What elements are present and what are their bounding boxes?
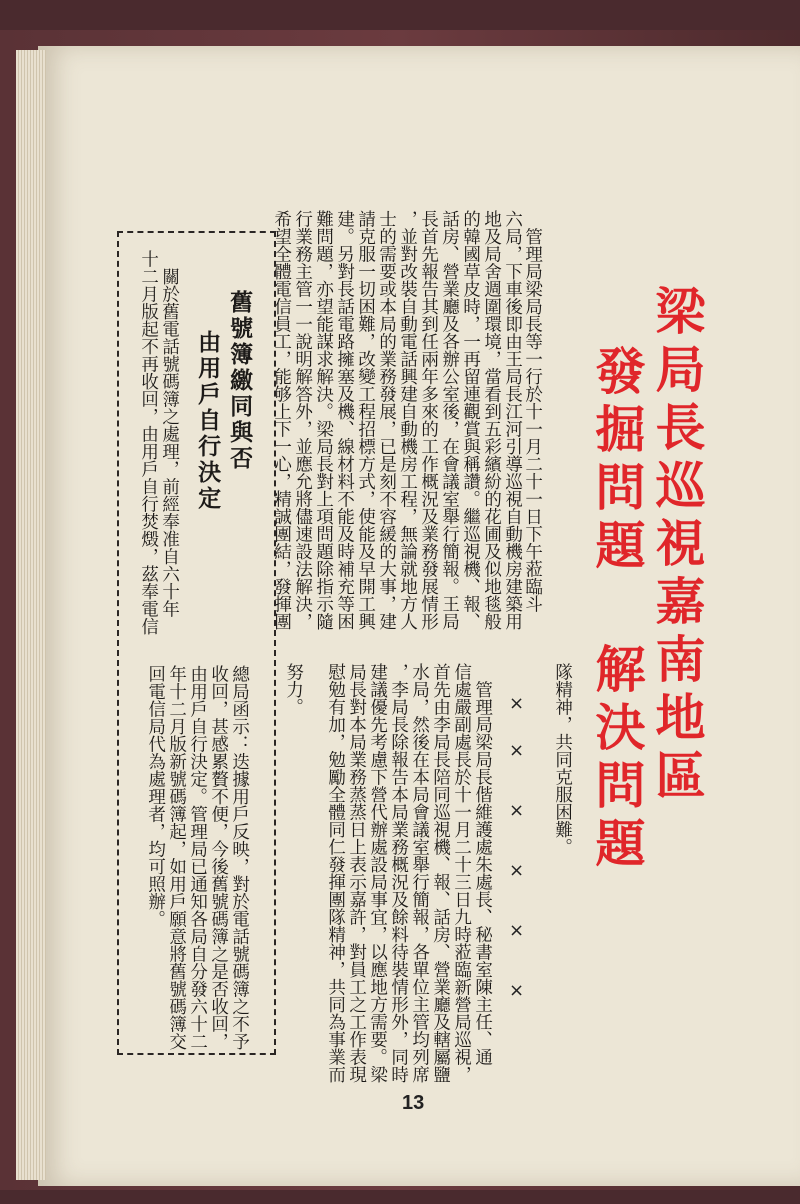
article-1-col: 的韓國草皮時，一再留連觀賞與稱讚。繼巡視機、報、 xyxy=(460,210,481,630)
notice-col: 關於舊電話號碼簿之處理，前經奉准自六十年 xyxy=(159,250,180,618)
article-1-col: 建。另對長話電路擁塞及機、線材料不能及時補充等困 xyxy=(334,210,355,630)
separator-mark: × xyxy=(509,980,525,1001)
notice-col: 由用戶自行決定。管理局已通知各局自分發六十二 xyxy=(187,665,208,1050)
article-1-col: 難問題，亦望能謀求解決。梁局長對上項問題除指示隨 xyxy=(313,210,334,630)
page-edges xyxy=(16,50,46,1180)
notice-col: 年十二月版新號碼簿起，如用戶願意將舊號碼簿交 xyxy=(166,665,187,1050)
notice-col: 回電信局代為處理者，均可照辦。 xyxy=(145,665,166,928)
separator-mark: × xyxy=(509,800,525,821)
article-1-col: 話房、營業廳及各辦公室後，在會議室舉行簡報。王局 xyxy=(439,210,460,630)
article-1-col: 管理局梁局長等一行於十一月二十一日下午蒞臨斗 xyxy=(522,210,543,613)
article-1-col: 長首先報告其到任兩年多來的工作概況及業務發展情形 xyxy=(418,210,439,630)
article-1-col: 行業務主管一一說明解答外，並應允將儘速設法解決， xyxy=(292,210,313,630)
article-2-col: 慰勉有加，勉勵全體同仁發揮團隊精神，共同為事業而 xyxy=(325,663,346,1083)
article-1-continuation: 隊精神，共同克服困難。 xyxy=(552,663,573,856)
article-1-col: 地及局舍週圍環境，當看到五彩繽紛的花圃及似地毯般 xyxy=(481,210,502,630)
article-2-col: ，李局長除報告本局業務概況及餘料待裝情形外，同時 xyxy=(388,663,409,1083)
article-1-col: 六局，下車後即由王局長江河引導巡視自動機房建築用 xyxy=(502,210,523,630)
article-2-col: 局長對本局業務蒸蒸日上表示嘉許，對員工之工作表現 xyxy=(346,663,367,1083)
notice-col: 十二月版起不再收回，由用戶自行焚燬，茲奉電信 xyxy=(138,250,159,635)
article-2-col: 努力。 xyxy=(283,663,304,716)
notice-title-2: 由用戶自行決定 xyxy=(194,330,221,512)
separator-mark: × xyxy=(509,920,525,941)
article-2-col: 建議優先考慮下營代辦處設局事宜，以應地方需要。梁 xyxy=(367,663,388,1083)
separator-mark: × xyxy=(509,860,525,881)
headline-line-1: 梁局長巡視嘉南地區 xyxy=(647,285,706,807)
separator-mark: × xyxy=(509,740,525,761)
article-1-col: ，並對改裝自動電話興建自動機房工程，無論就地方人 xyxy=(397,210,418,630)
article-1-col: 希望全體電信員工，能够上下一心，精誠團結，發揮團 xyxy=(271,210,292,630)
notice-col: 收回，甚感累贅不便，今後舊號碼簿之是否收回， xyxy=(208,665,229,1050)
article-2-col: 信處嚴副處長於十一月二十三日九時蒞臨新營局巡視， xyxy=(451,663,472,1083)
article-1-col: 請克服一切困難，改變工程招標方式，使能及早開工興 xyxy=(355,210,376,630)
separator-mark: × xyxy=(509,693,525,714)
article-1-col: 士的需要或本局的業務發展，已是刻不容緩的大事，建 xyxy=(376,210,397,630)
article-2-col: 首先由李局長陪同巡視機、報、話房、營業廳及轄屬鹽 xyxy=(430,663,451,1083)
article-2-col: 管理局梁局長偕維護處朱處長、秘書室陳主任、通 xyxy=(472,663,493,1066)
headline-line-2: 發掘問題 解決問題 xyxy=(587,345,646,875)
page-number: 13 xyxy=(402,1092,425,1114)
notice-col: 總局函示：迭據用戶反映，對於電話號碼簿之不予 xyxy=(229,665,250,1050)
article-2-col: 水局，然後在本局會議室舉行簡報，各單位主管均列席 xyxy=(409,663,430,1083)
notice-title-1: 舊號簿繳同與否 xyxy=(226,290,253,472)
